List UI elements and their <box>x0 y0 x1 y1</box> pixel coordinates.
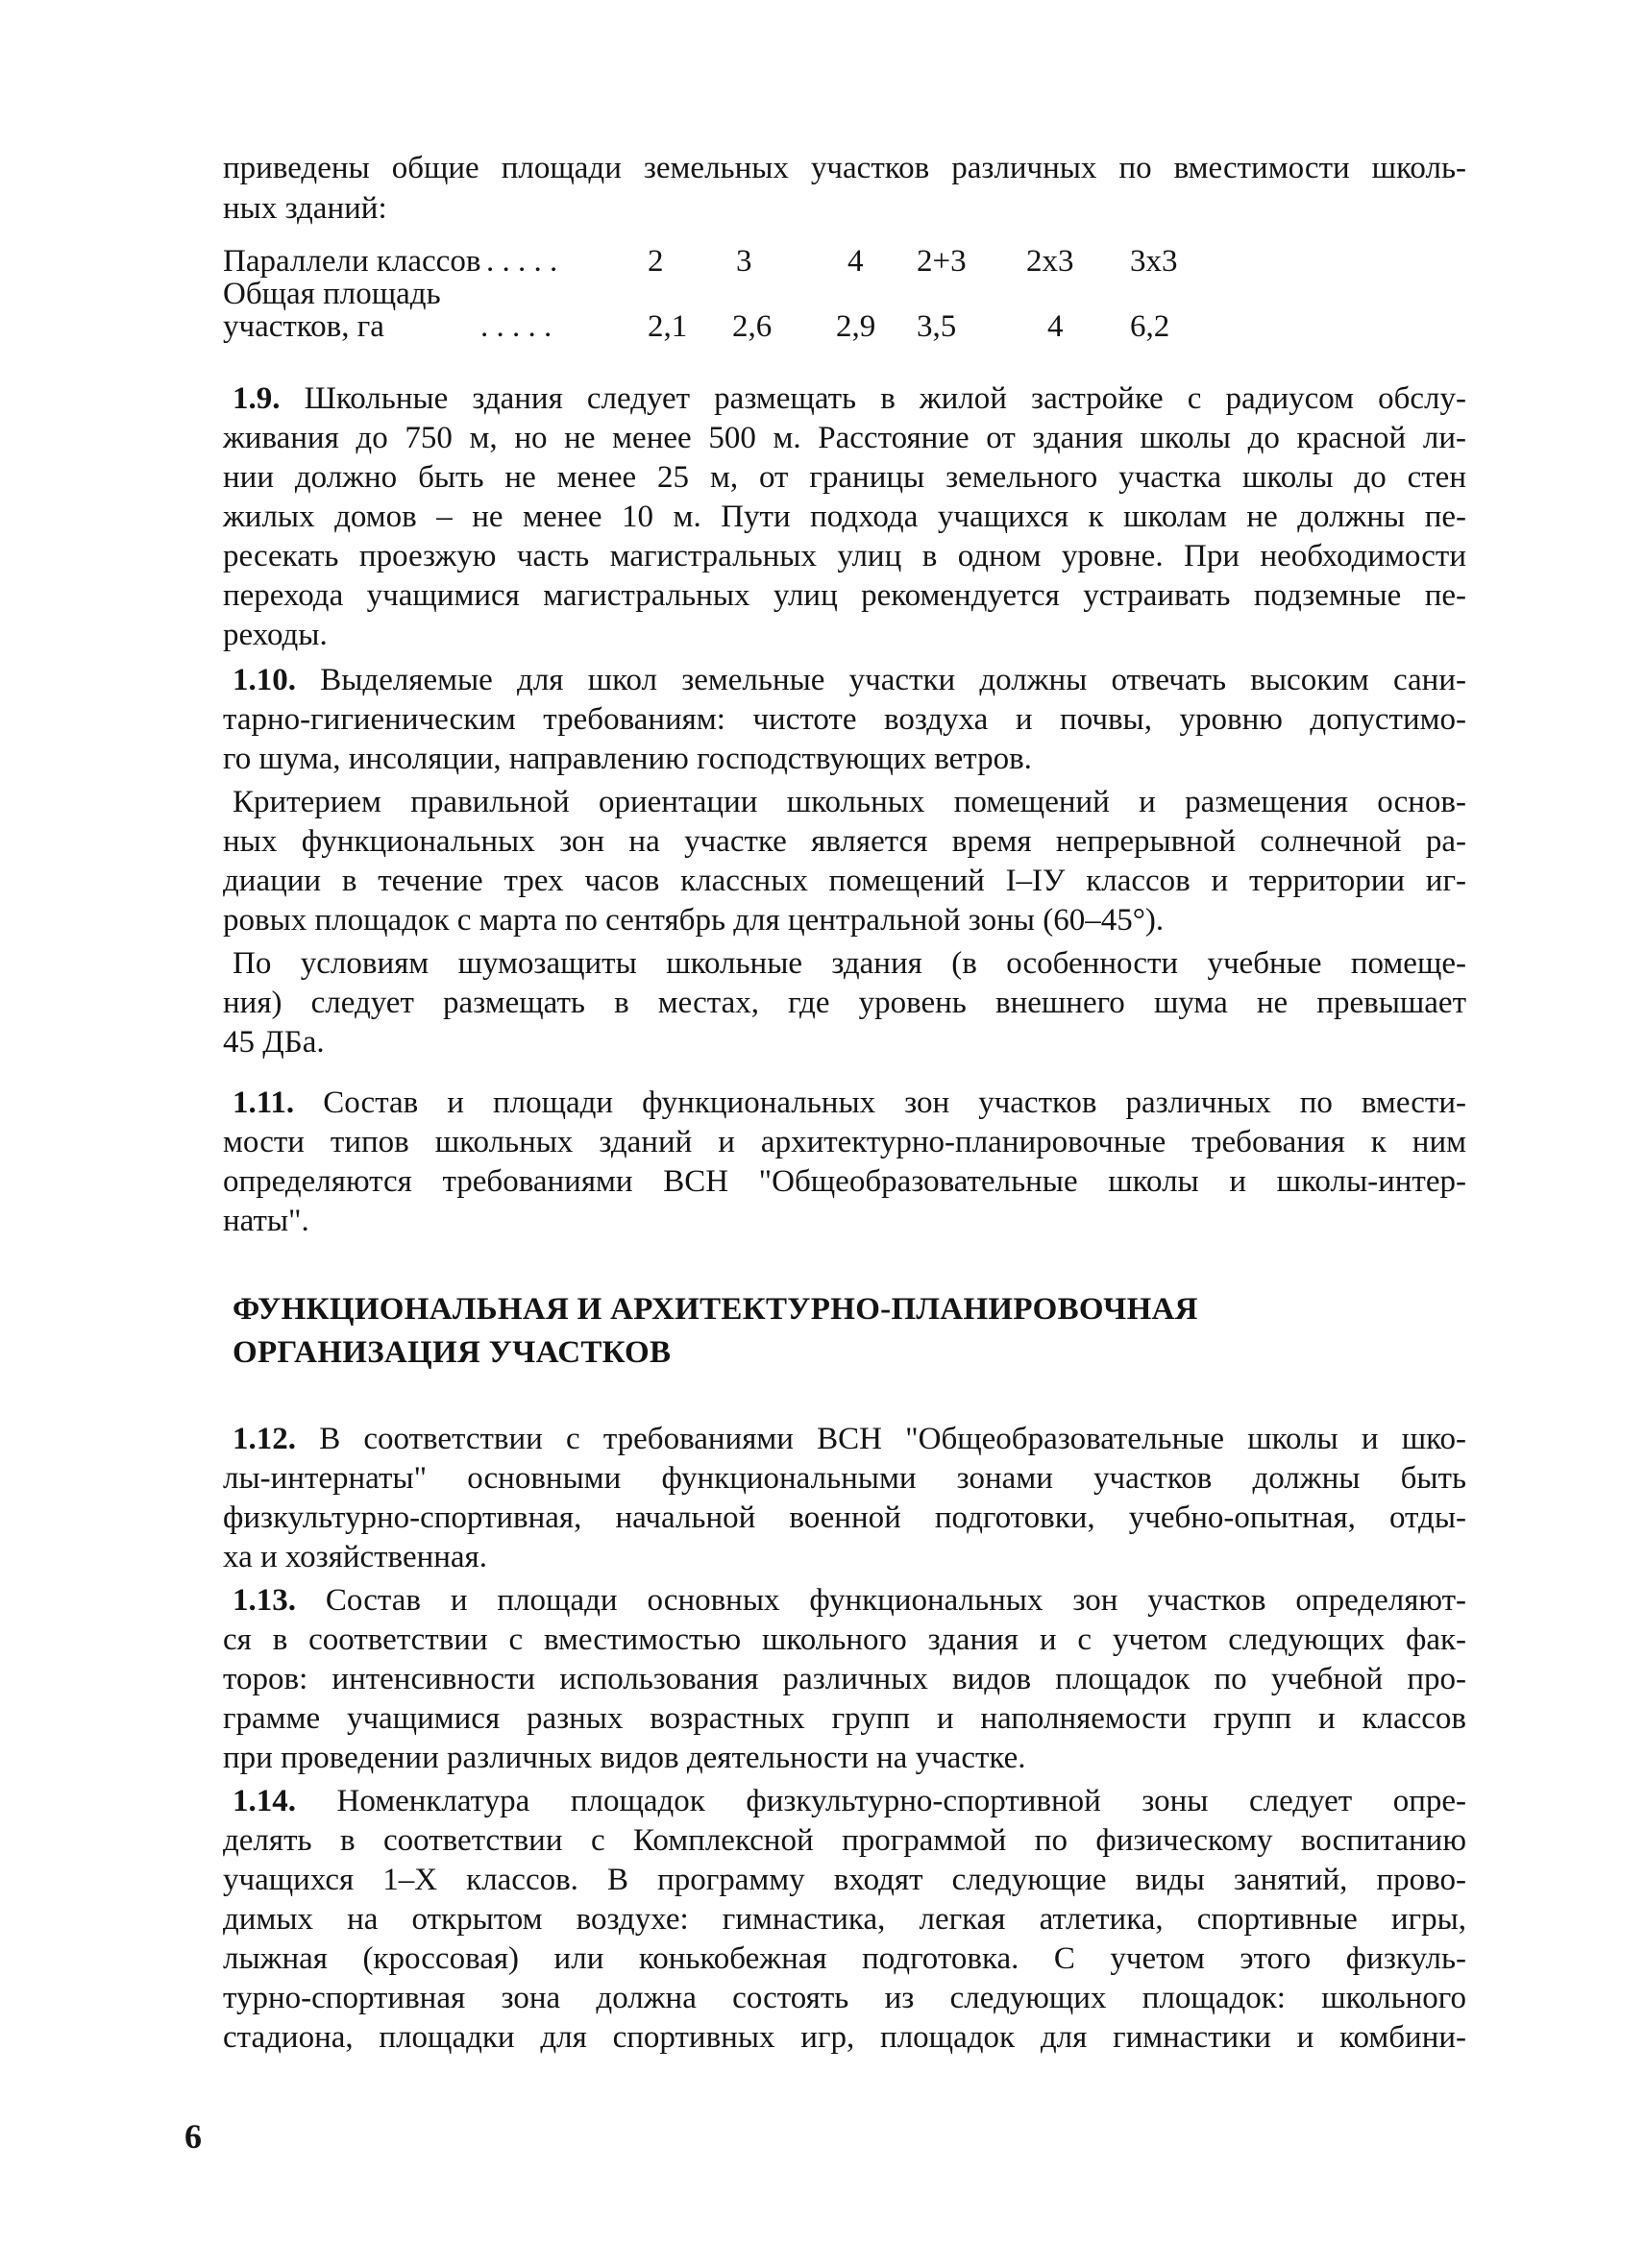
section-heading-line-2: ОРГАНИЗАЦИЯ УЧАСТКОВ <box>233 1335 672 1370</box>
paragraph-1-14-line: делять в соответствии с Комплексной программой по физическому воспитанию <box>223 1823 1466 1858</box>
paragraph-text: Школьные здания следует размещать в жилой застройке с радиусом обслу- <box>304 381 1467 416</box>
paragraph-1-9-line: жилых домов – не менее 10 м. Пути подхода учащихся к школам не должны пе- <box>223 500 1466 534</box>
paragraph-1-13-line: при проведении различных видов деятельности на участке. <box>223 1741 1026 1775</box>
paragraph-text: В соответствии с требованиями ВСН "Общеобразовательные школы и шко- <box>319 1422 1466 1456</box>
paragraph-text: Состав и площади основных функциональных зон участков определяют- <box>325 1583 1467 1618</box>
paragraph-number: 1.11. <box>233 1085 295 1120</box>
paragraph-1-12-line: ха и хозяйственная. <box>223 1540 487 1574</box>
table-cell-parallel: 4 <box>847 244 864 279</box>
paragraph-text: Выделяемые для школ земельные участки должны отвечать высоким сани- <box>320 663 1466 697</box>
table-dots: . . . . . <box>486 244 558 279</box>
table-cell-parallel: 2 <box>648 244 664 279</box>
paragraph-1-11-line <box>233 1084 1466 1122</box>
paragraph-1-14-line <box>233 1782 1466 1820</box>
table-cell-parallel: 2x3 <box>1026 244 1074 279</box>
paragraph-number: 1.13. <box>233 1583 296 1618</box>
paragraph-number: 1.9. <box>233 381 281 416</box>
paragraph-1-14-line: учащихся 1–X классов. В программу входят следующие виды занятий, прово- <box>223 1863 1466 1897</box>
paragraph-noise-line: По условиям шумозащиты школьные здания (в особенности учебные помеще- <box>233 946 1466 981</box>
paragraph-noise-line: 45 ДБа. <box>223 1025 325 1060</box>
table-cell-area: 3,5 <box>917 309 957 344</box>
paragraph-1-13-line: грамме учащимися разных возрастных групп и наполняемости групп и классов <box>223 1701 1466 1736</box>
paragraph-1-14-line: стадиона, площадки для спортивных игр, площадок для гимнастики и комбини- <box>223 2020 1466 2055</box>
paragraph-text: Состав и площади функциональных зон участков различных по вмести- <box>323 1085 1467 1120</box>
paragraph-1-9-line <box>233 379 1466 418</box>
paragraph-1-9-line: реходы. <box>223 618 328 652</box>
paragraph-1-11-line: мости типов школьных зданий и архитектурно-планировочные требования к ним <box>223 1125 1466 1159</box>
table-cell-parallel: 3x3 <box>1130 244 1178 279</box>
paragraph-1-11-line: наты". <box>223 1204 309 1238</box>
paragraph-criterion-line: ровых площадок с марта по сентябрь для центральной зоны (60–45°). <box>223 903 1165 938</box>
table-cell-area: 2,1 <box>648 309 688 344</box>
paragraph-1-9-line: нии должно быть не менее 25 м, от границы земельного участка школы до стен <box>223 460 1466 495</box>
paragraph-1-13-line <box>233 1581 1466 1620</box>
table-cell-area: 4 <box>1047 309 1064 344</box>
paragraph-1-9-line: перехода учащимися магистральных улиц рекомендуется устраивать подземные пе- <box>223 578 1466 613</box>
paragraph-1-12-line <box>233 1420 1466 1458</box>
table-cell-area: 2,9 <box>836 309 876 344</box>
intro-line-1: приведены общие площади земельных участков различных по вместимости школь- <box>223 151 1466 185</box>
section-heading-line-1: ФУНКЦИОНАЛЬНАЯ И АРХИТЕКТУРНО-ПЛАНИРОВОЧНАЯ <box>233 1292 1198 1327</box>
paragraph-noise-line: ния) следует размещать в местах, где уровень внешнего шума не превышает <box>223 986 1466 1020</box>
table-label-unit: участков, га <box>223 309 384 344</box>
paragraph-1-14-line: турно-спортивная зона должна состоять из следующих площадок: школьного <box>223 1981 1466 2015</box>
paragraph-1-12-line: физкультурно-спортивная, начальной военной подготовки, учебно-опытная, отды- <box>223 1500 1466 1535</box>
paragraph-1-9-line: живания до 750 м, но не менее 500 м. Расстояние от здания школы до красной ли- <box>223 421 1466 455</box>
paragraph-1-14-line: димых на открытом воздухе: гимнастика, легкая атлетика, спортивные игры, <box>223 1902 1466 1937</box>
paragraph-1-14-line: лыжная (кроссовая) или конькобежная подготовка. С учетом этого физкуль- <box>223 1941 1466 1976</box>
paragraph-criterion-line: ных функциональных зон на участке является время непрерывной солнечной ра- <box>223 824 1466 859</box>
paragraph-criterion-line: диации в течение трех часов классных помещений I–IУ классов и территории иг- <box>223 864 1466 898</box>
table-label-parallels: Параллели классов <box>223 244 481 279</box>
intro-line-2: ных зданий: <box>223 191 387 226</box>
paragraph-1-10-line: тарно-гигиеническим требованиям: чистоте воздуха и почвы, уровню допустимо- <box>223 702 1466 737</box>
table-cell-parallel: 2+3 <box>917 244 967 279</box>
table-cell-area: 2,6 <box>732 309 773 344</box>
table-cell-parallel: 3 <box>736 244 752 279</box>
table-dots: . . . . . <box>480 309 552 344</box>
paragraph-number: 1.12. <box>233 1422 296 1456</box>
paragraph-1-10-line <box>233 661 1466 699</box>
paragraph-1-12-line: лы-интернаты" основными функциональными зонами участков должны быть <box>223 1461 1466 1496</box>
paragraph-criterion-line: Критерием правильной ориентации школьных помещений и размещения основ- <box>233 785 1466 819</box>
paragraph-1-10-line: го шума, инсоляции, направлению господствующих ветров. <box>223 742 1032 776</box>
paragraph-number: 1.14. <box>233 1784 296 1818</box>
page-number: 6 <box>184 2117 202 2156</box>
table-cell-area: 6,2 <box>1130 309 1170 344</box>
paragraph-1-9-line: ресекать проезжую часть магистральных улиц в одном уровне. При необходимости <box>223 539 1466 573</box>
table-label-area: Общая площадь <box>223 277 441 311</box>
paragraph-1-11-line: определяются требованиями ВСН "Общеобразовательные школы и школы-интер- <box>223 1164 1466 1199</box>
paragraph-text: Номенклатура площадок физкультурно-спортивной зоны следует опре- <box>336 1784 1466 1818</box>
paragraph-1-13-line: ся в соответствии с вместимостью школьного здания и с учетом следующих фак- <box>223 1622 1466 1657</box>
paragraph-1-13-line: торов: интенсивности использования различных видов площадок по учебной про- <box>223 1662 1466 1696</box>
paragraph-number: 1.10. <box>233 663 296 697</box>
